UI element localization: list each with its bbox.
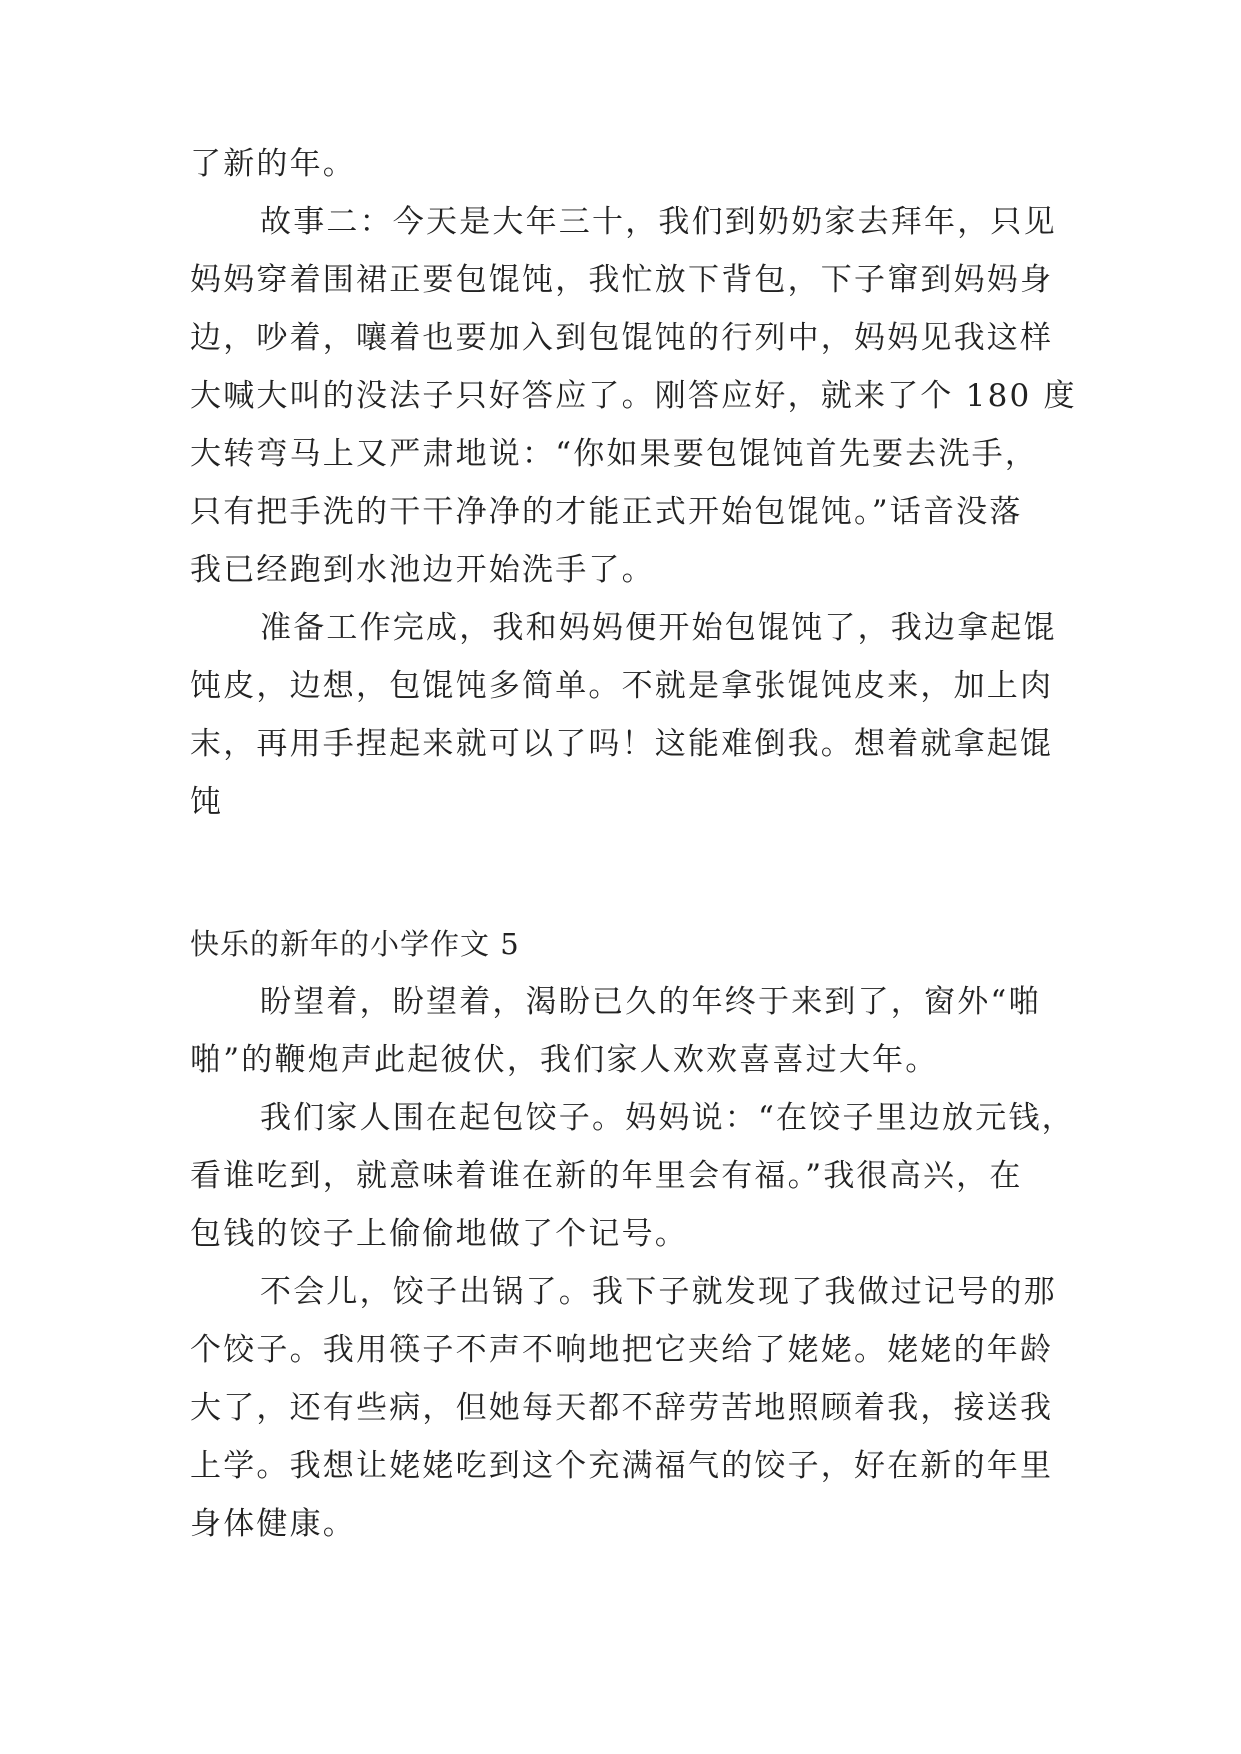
paragraph-line: 妈妈穿着围裙正要包馄饨，我忙放下背包，下子窜到妈妈身 bbox=[190, 262, 1054, 298]
paragraph-line: 准备工作完成，我和妈妈便开始包馄饨了，我边拿起馄 bbox=[260, 610, 1057, 646]
story-section bbox=[190, 135, 1077, 831]
paragraph-line: 故事二：今天是大年三十，我们到奶奶家去拜年，只见 bbox=[260, 204, 1057, 240]
paragraph-line: 盼望着，盼望着，渴盼已久的年终于来到了，窗外“啪 bbox=[260, 984, 1042, 1020]
paragraph-line: 上学。我想让姥姥吃到这个充满福气的饺子，好在新的年里 bbox=[190, 1448, 1054, 1484]
paragraph-line: 我们家人围在起包饺子。妈妈说：“在饺子里边放元钱， bbox=[260, 1100, 1075, 1136]
paragraph-line: 个饺子。我用筷子不声不响地把它夹给了姥姥。姥姥的年龄 bbox=[190, 1332, 1054, 1368]
paragraph-line: 包钱的饺子上偷偷地做了个记号。 bbox=[190, 1216, 688, 1252]
paragraph-line: 大了，还有些病，但她每天都不辞劳苦地照顾着我，接送我 bbox=[190, 1390, 1054, 1426]
paragraph-line: 只有把手洗的干干净净的才能正式开始包馄饨。”话音没落 bbox=[190, 494, 1023, 530]
paragraph-line: 不会儿，饺子出锅了。我下子就发现了我做过记号的那 bbox=[260, 1274, 1057, 1310]
paragraph-line: 饨皮，边想，包馄饨多简单。不就是拿张馄饨皮来，加上肉 bbox=[190, 668, 1054, 704]
paragraph-line: 了新的年。 bbox=[190, 146, 356, 182]
paragraph-line: 啪”的鞭炮声此起彼伏，我们家人欢欢喜喜过大年。 bbox=[190, 1042, 939, 1078]
paragraph-line: 边，吵着，嚷着也要加入到包馄饨的行列中，妈妈见我这样 bbox=[190, 320, 1054, 356]
paragraph-line: 身体健康。 bbox=[190, 1506, 356, 1542]
paragraph-line: 大喊大叫的没法子只好答应了。刚答应好，就来了个 180 度 bbox=[190, 378, 1077, 414]
paragraph-line: 我已经跑到水池边开始洗手了。 bbox=[190, 552, 655, 588]
paragraph-line: 看谁吃到，就意味着谁在新的年里会有福。”我很高兴，在 bbox=[190, 1158, 1023, 1194]
essay-title: 快乐的新年的小学作文 5 bbox=[190, 927, 520, 961]
paragraph-line: 大转弯马上又严肃地说：“你如果要包馄饨首先要去洗手， bbox=[190, 436, 1039, 472]
essay-section bbox=[190, 915, 1075, 1553]
paragraph-line: 饨 bbox=[190, 784, 224, 820]
paragraph-line: 末，再用手捏起来就可以了吗！这能难倒我。想着就拿起馄 bbox=[190, 726, 1054, 762]
